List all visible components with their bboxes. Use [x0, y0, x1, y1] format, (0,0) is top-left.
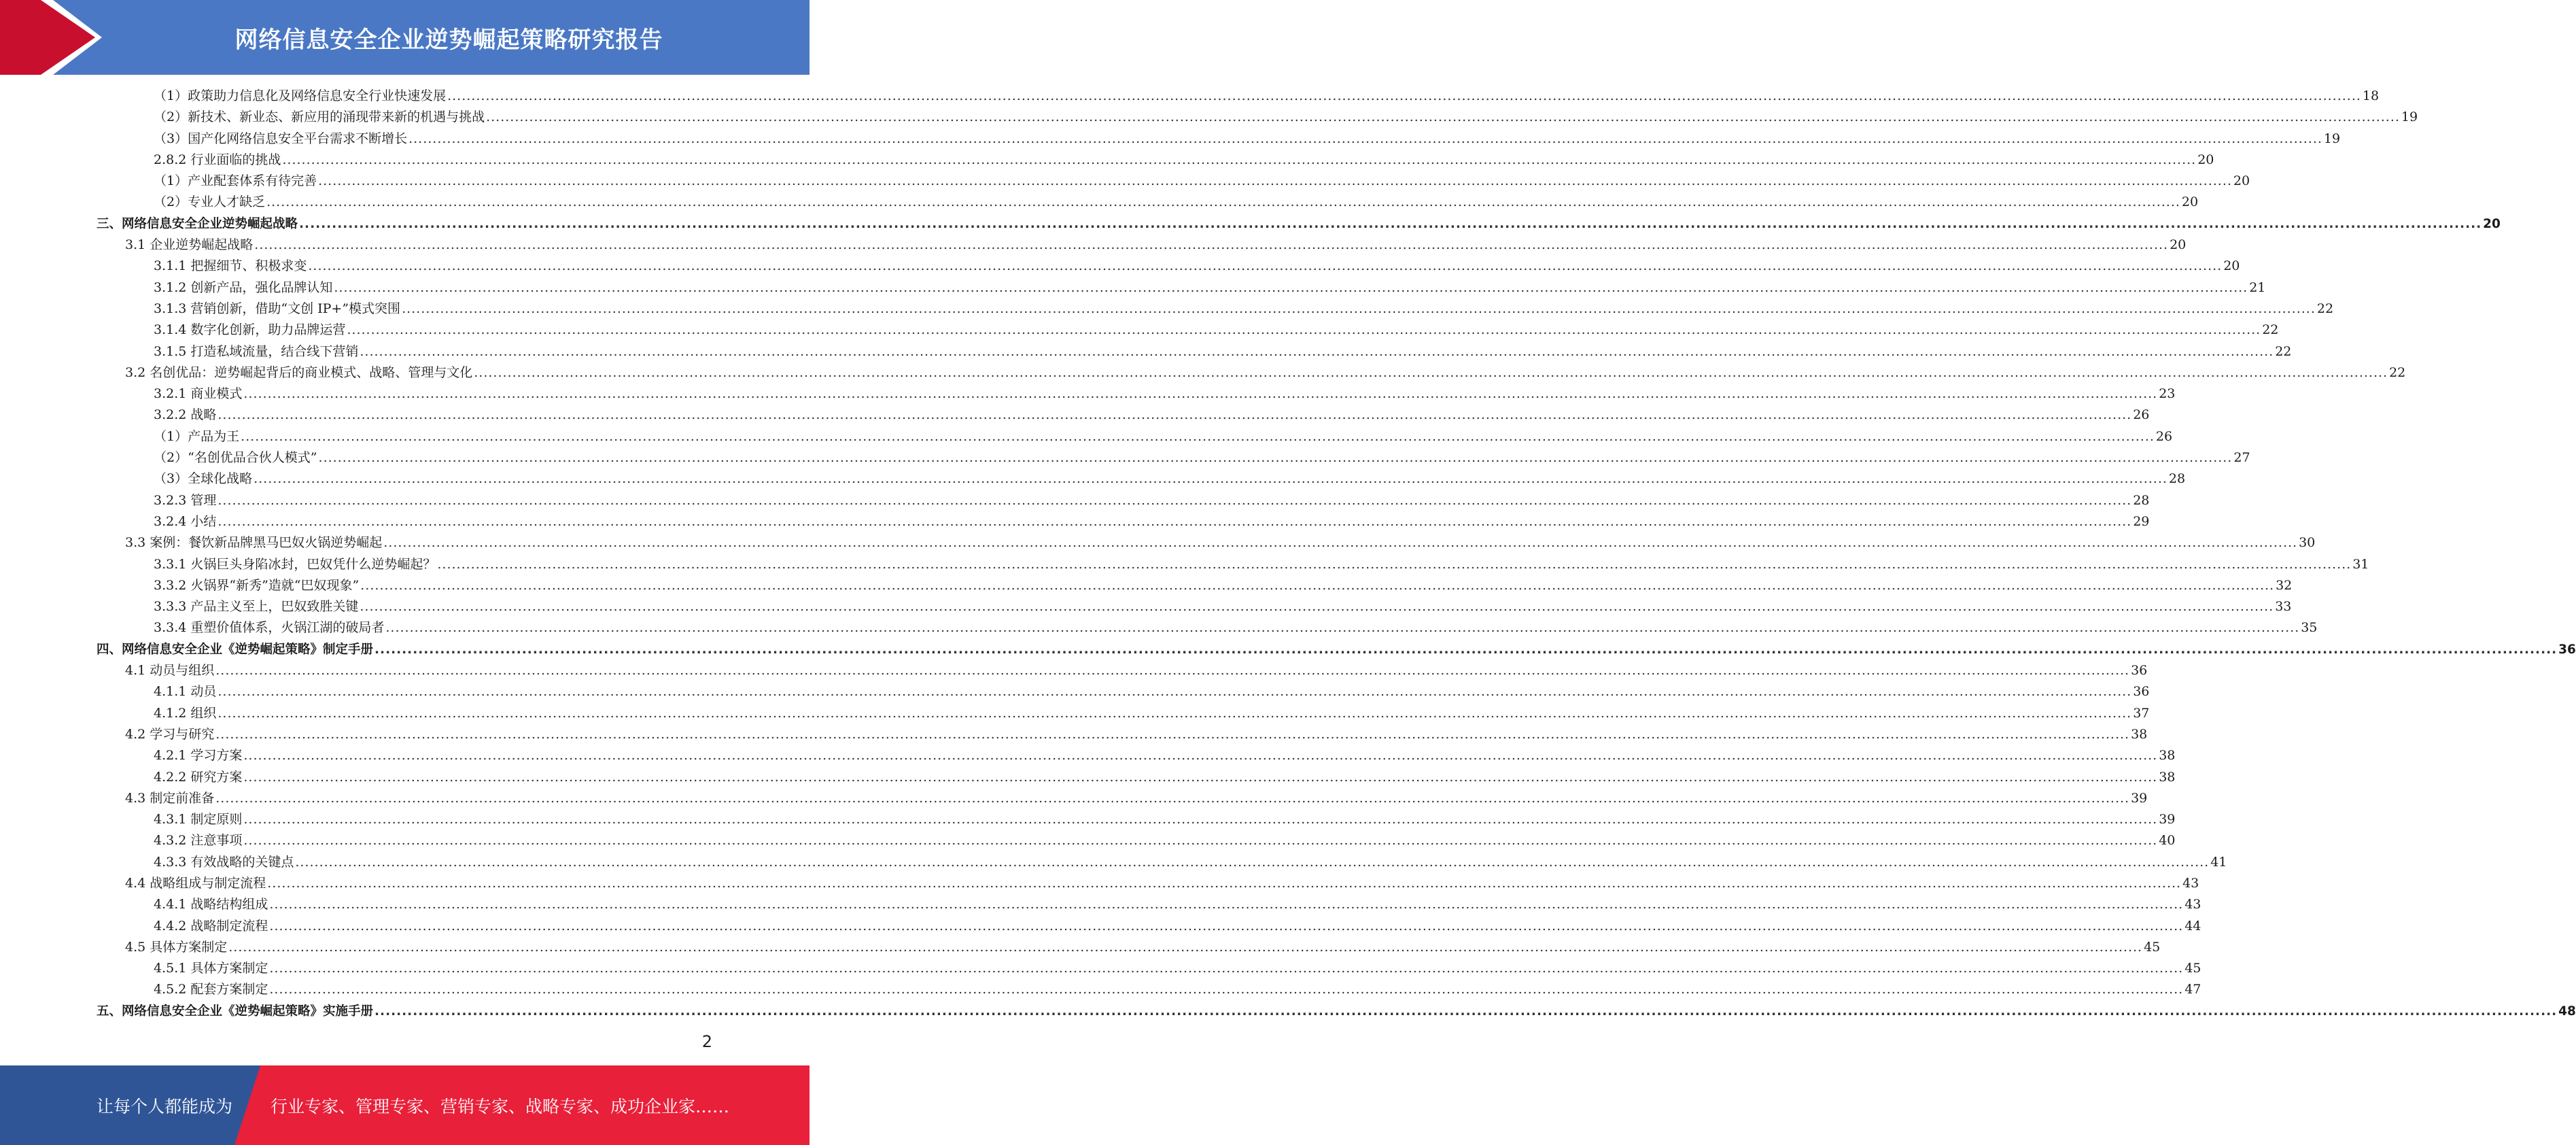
toc-entry[interactable] — [97, 596, 2292, 617]
toc-entry-page: 31 — [2352, 556, 2369, 572]
toc-dot-leader: ................................................................................................................................................................................................................................................................................................................................................................................................................ — [299, 216, 2482, 231]
toc-dot-leader: ................................................................................................................................................................................................................................................................................................................................................................................................................ — [360, 577, 2275, 593]
toc-dot-leader: ................................................................................................................................................................................................................................................................................................................................................................................................................ — [243, 769, 2158, 785]
toc-dot-leader: ................................................................................................................................................................................................................................................................................................................................................................................................................ — [269, 897, 2184, 912]
toc-entry-page: 45 — [2144, 939, 2161, 955]
toc-dot-leader: ................................................................................................................................................................................................................................................................................................................................................................................................................ — [254, 471, 2168, 487]
toc-entry[interactable] — [97, 554, 2369, 575]
toc-entry[interactable] — [97, 171, 2250, 192]
toc-entry[interactable] — [97, 617, 2318, 638]
toc-entry-page: 18 — [2362, 88, 2380, 103]
toc-entry-page: 19 — [2401, 109, 2418, 125]
toc-dot-leader: ................................................................................................................................................................................................................................................................................................................................................................................................................ — [269, 961, 2184, 976]
toc-entry-page: 28 — [2133, 492, 2150, 508]
toc-entry-page: 22 — [2316, 301, 2334, 316]
toc-entry-page: 35 — [2301, 620, 2318, 636]
toc-entry-title: 4.3.1 制定原则 — [154, 812, 243, 827]
toc-entry[interactable] — [97, 745, 2176, 766]
toc-entry[interactable] — [97, 703, 2150, 724]
toc-entry-title: 4.1.1 动员 — [154, 684, 217, 700]
toc-entry[interactable] — [97, 235, 2187, 256]
toc-entry-title: 4.2.2 研究方案 — [154, 769, 243, 785]
page-header — [0, 0, 810, 75]
toc-dot-leader: ................................................................................................................................................................................................................................................................................................................................................................................................................ — [360, 343, 2274, 359]
toc-entry-title: 4.1 动员与组织 — [125, 663, 215, 679]
toc-entry-page: 23 — [2159, 386, 2176, 402]
toc-entry[interactable] — [97, 192, 2199, 213]
toc-entry-page: 20 — [2223, 258, 2240, 274]
toc-entry-page: 19 — [2323, 131, 2341, 146]
toc-entry[interactable] — [97, 341, 2292, 362]
toc-entry-page: 36 — [2131, 663, 2148, 679]
toc-entry-title: （1）政策助力信息化及网络信息安全行业快速发展 — [154, 88, 447, 103]
toc-entry-page: 26 — [2133, 407, 2150, 423]
toc-entry[interactable] — [97, 107, 2418, 128]
toc-entry-title: 4.3 制定前准备 — [125, 790, 215, 806]
toc-entry-title: 3.1.5 打造私域流量，结合线下营销 — [154, 343, 359, 359]
toc-dot-leader: ................................................................................................................................................................................................................................................................................................................................................................................................................ — [217, 513, 2132, 529]
toc-entry-page: 20 — [2483, 216, 2501, 231]
footer-slogan-left: 让每个人都能成为 — [97, 1096, 233, 1116]
toc-entry-page: 22 — [2389, 364, 2406, 380]
toc-entry-title: （3）国产化网络信息安全平台需求不断增长 — [154, 131, 408, 146]
toc-entry-title: 3.1.1 把握细节、积极求变 — [154, 258, 307, 274]
toc-entry[interactable] — [97, 724, 2148, 745]
toc-dot-leader: ................................................................................................................................................................................................................................................................................................................................................................................................................ — [295, 854, 2210, 870]
toc-entry-title: 4.2 学习与研究 — [125, 726, 215, 742]
toc-entry[interactable] — [97, 788, 2148, 809]
toc-dot-leader: ................................................................................................................................................................................................................................................................................................................................................................................................................ — [267, 875, 2182, 891]
toc-dot-leader: ................................................................................................................................................................................................................................................................................................................................................................................................................ — [437, 556, 2352, 572]
toc-entry-title: 3.1.4 数字化创新，助力品牌运营 — [154, 322, 346, 338]
toc-entry-page: 22 — [2275, 343, 2292, 359]
toc-entry[interactable] — [97, 979, 2201, 1000]
toc-dot-leader: ................................................................................................................................................................................................................................................................................................................................................................................................................ — [375, 642, 2558, 657]
toc-entry-title: 4.5 具体方案制定 — [125, 939, 228, 955]
toc-entry-title: （2）专业人才缺乏 — [154, 194, 266, 210]
toc-entry-title: 3.2.2 战略 — [154, 407, 217, 423]
toc-entry[interactable] — [97, 277, 2266, 298]
toc-entry-page: 27 — [2233, 450, 2250, 466]
toc-dot-leader: ................................................................................................................................................................................................................................................................................................................................................................................................................ — [243, 833, 2158, 849]
toc-entry[interactable] — [97, 916, 2201, 937]
toc-entry-title: 3.3.3 产品主义至上，巴奴致胜关键 — [154, 599, 359, 615]
toc-entry[interactable] — [97, 809, 2176, 830]
toc-entry-title: 3.3.1 火锅巨头身陷冰封，巴奴凭什么逆势崛起？ — [154, 556, 436, 572]
toc-entry[interactable] — [97, 213, 2501, 235]
toc-dot-leader: ................................................................................................................................................................................................................................................................................................................................................................................................................ — [217, 407, 2132, 423]
toc-entry-page: 28 — [2168, 471, 2186, 487]
toc-entry[interactable] — [97, 86, 2380, 107]
toc-entry-title: 3.2 名创优品：逆势崛起背后的商业模式、战略、管理与文化 — [125, 364, 473, 380]
toc-entry[interactable] — [97, 852, 2227, 873]
toc-dot-leader: ................................................................................................................................................................................................................................................................................................................................................................................................................ — [318, 450, 2233, 466]
toc-entry[interactable] — [97, 681, 2150, 702]
toc-entry-page: 32 — [2276, 577, 2293, 593]
toc-entry-page: 36 — [2558, 642, 2576, 657]
toc-entry-title: （3）全球化战略 — [154, 471, 253, 487]
toc-entry-title: 4.1.2 组织 — [154, 705, 217, 721]
toc-dot-leader: ................................................................................................................................................................................................................................................................................................................................................................................................................ — [243, 386, 2158, 402]
footer-slogan-right: 行业专家、管理专家、营销专家、战略专家、成功企业家…… — [271, 1096, 730, 1116]
toc-entry[interactable] — [97, 468, 2186, 490]
toc-entry[interactable] — [97, 405, 2150, 426]
toc-entry[interactable] — [97, 660, 2148, 681]
toc-entry-title: 3.1 企业逆势崛起战略 — [125, 237, 254, 253]
toc-entry[interactable] — [97, 873, 2199, 894]
toc-entry[interactable] — [97, 426, 2173, 447]
toc-entry-title: 五、网络信息安全企业《逆势崛起策略》实施手册 — [97, 1004, 374, 1019]
toc-entry-page: 43 — [2182, 875, 2199, 891]
toc-dot-leader: ................................................................................................................................................................................................................................................................................................................................................................................................................ — [269, 918, 2184, 934]
toc-dot-leader: ................................................................................................................................................................................................................................................................................................................................................................................................................ — [269, 982, 2184, 997]
report-title: 网络信息安全企业逆势崛起策略研究报告 — [234, 26, 663, 54]
toc-dot-leader: ................................................................................................................................................................................................................................................................................................................................................................................................................ — [486, 109, 2400, 125]
toc-dot-leader: ................................................................................................................................................................................................................................................................................................................................................................................................................ — [282, 152, 2197, 167]
toc-dot-leader: ................................................................................................................................................................................................................................................................................................................................................................................................................ — [447, 88, 2361, 103]
toc-dot-leader: ................................................................................................................................................................................................................................................................................................................................................................................................................ — [375, 1004, 2558, 1019]
toc-entry-page: 38 — [2131, 726, 2148, 742]
toc-entry-title: 4.2.1 学习方案 — [154, 748, 243, 764]
toc-dot-leader: ................................................................................................................................................................................................................................................................................................................................................................................................................ — [215, 790, 2130, 806]
toc-entry[interactable] — [97, 767, 2176, 788]
toc-dot-leader: ................................................................................................................................................................................................................................................................................................................................................................................................................ — [408, 131, 2322, 146]
toc-entry[interactable] — [97, 1001, 2576, 1022]
page-footer — [0, 1065, 810, 1145]
toc-entry[interactable] — [97, 532, 2316, 553]
toc-entry-page: 38 — [2159, 748, 2176, 764]
toc-entry[interactable] — [97, 639, 2576, 660]
toc-entry-title: （1）产业配套体系有待完善 — [154, 173, 317, 189]
toc-entry-page: 20 — [2233, 173, 2250, 189]
toc-dot-leader: ................................................................................................................................................................................................................................................................................................................................................................................................................ — [215, 663, 2130, 679]
toc-dot-leader: ................................................................................................................................................................................................................................................................................................................................................................................................................ — [228, 939, 2143, 955]
toc-entry-title: （2）“名创优品合伙人模式” — [154, 450, 317, 466]
toc-dot-leader: ................................................................................................................................................................................................................................................................................................................................................................................................................ — [266, 194, 2180, 210]
toc-entry-page: 33 — [2275, 599, 2292, 615]
toc-entry-title: 4.3.3 有效战略的关键点 — [154, 854, 294, 870]
toc-entry[interactable] — [97, 575, 2293, 596]
toc-entry[interactable] — [97, 937, 2161, 958]
toc-entry[interactable] — [97, 447, 2250, 468]
toc-entry-title: 3.2.3 管理 — [154, 492, 217, 508]
toc-entry-page: 20 — [2181, 194, 2199, 210]
toc-entry-page: 39 — [2159, 812, 2176, 827]
toc-dot-leader: ................................................................................................................................................................................................................................................................................................................................................................................................................ — [385, 620, 2300, 636]
toc-entry[interactable] — [97, 490, 2150, 511]
toc-entry[interactable] — [97, 383, 2176, 405]
toc-dot-leader: ................................................................................................................................................................................................................................................................................................................................................................................................................ — [243, 812, 2158, 827]
toc-entry-page: 38 — [2159, 769, 2176, 785]
toc-entry-title: 4.4 战略组成与制定流程 — [125, 875, 266, 891]
toc-dot-leader: ................................................................................................................................................................................................................................................................................................................................................................................................................ — [334, 279, 2248, 295]
toc-entry-title: （1）产品为王 — [154, 428, 240, 444]
toc-entry[interactable] — [97, 150, 2214, 171]
toc-entry-title: 4.4.2 战略制定流程 — [154, 918, 268, 934]
toc-entry-page: 20 — [2170, 237, 2187, 253]
toc-entry-page: 40 — [2159, 833, 2176, 849]
toc-entry-page: 29 — [2133, 513, 2150, 529]
toc-entry-title: 四、网络信息安全企业《逆势崛起策略》制定手册 — [97, 642, 374, 657]
toc-entry-title: 4.4.1 战略结构组成 — [154, 897, 268, 912]
toc-entry-page: 44 — [2185, 918, 2201, 934]
toc-entry-page: 22 — [2262, 322, 2279, 338]
toc-dot-leader: ................................................................................................................................................................................................................................................................................................................................................................................................................ — [360, 599, 2274, 615]
toc-entry-page: 26 — [2155, 428, 2173, 444]
toc-entry-page: 21 — [2249, 279, 2266, 295]
toc-entry[interactable] — [97, 511, 2150, 532]
toc-entry[interactable] — [97, 298, 2334, 320]
toc-entry-page: 48 — [2558, 1004, 2576, 1019]
toc-entry-page: 41 — [2210, 854, 2227, 870]
toc-entry-title: 3.3.2 火锅界“新秀”造就“巴奴现象” — [154, 577, 360, 593]
toc-dot-leader: ................................................................................................................................................................................................................................................................................................................................................................................................................ — [383, 535, 2298, 551]
toc-entry-page: 37 — [2133, 705, 2150, 721]
toc-entry[interactable] — [97, 830, 2176, 851]
toc-entry-page: 45 — [2185, 961, 2201, 976]
toc-entry-page: 43 — [2185, 897, 2201, 912]
toc-entry-title: 3.2.4 小结 — [154, 513, 217, 529]
toc-entry-title: 三、网络信息安全企业逆势崛起战略 — [97, 216, 298, 231]
table-of-contents — [97, 86, 2576, 1022]
toc-dot-leader: ................................................................................................................................................................................................................................................................................................................................................................................................................ — [215, 726, 2130, 742]
toc-entry-title: 4.3.2 注意事项 — [154, 833, 243, 849]
toc-entry-title: 3.1.3 营销创新，借助“文创 IP+”模式突围 — [154, 301, 401, 316]
toc-dot-leader: ................................................................................................................................................................................................................................................................................................................................................................................................................ — [308, 258, 2223, 274]
toc-dot-leader: ................................................................................................................................................................................................................................................................................................................................................................................................................ — [402, 301, 2316, 316]
toc-entry[interactable] — [97, 320, 2279, 341]
toc-dot-leader: ................................................................................................................................................................................................................................................................................................................................................................................................................ — [347, 322, 2261, 338]
toc-entry[interactable] — [97, 362, 2406, 383]
toc-dot-leader: ................................................................................................................................................................................................................................................................................................................................................................................................................ — [241, 428, 2155, 444]
toc-entry-page: 30 — [2299, 535, 2316, 551]
toc-dot-leader: ................................................................................................................................................................................................................................................................................................................................................................................................................ — [254, 237, 2169, 253]
toc-entry-title: 2.8.2 行业面临的挑战 — [154, 152, 281, 167]
toc-entry-page: 39 — [2131, 790, 2148, 806]
toc-entry[interactable] — [97, 256, 2240, 277]
toc-entry-title: 3.3 案例：餐饮新品牌黑马巴奴火锅逆势崛起 — [125, 535, 383, 551]
toc-entry[interactable] — [97, 958, 2201, 979]
toc-entry[interactable] — [97, 129, 2341, 150]
toc-dot-leader: ................................................................................................................................................................................................................................................................................................................................................................................................................ — [474, 364, 2388, 380]
toc-dot-leader: ................................................................................................................................................................................................................................................................................................................................................................................................................ — [243, 748, 2158, 764]
toc-dot-leader: ................................................................................................................................................................................................................................................................................................................................................................................................................ — [217, 684, 2132, 700]
toc-entry[interactable] — [97, 894, 2201, 915]
toc-dot-leader: ................................................................................................................................................................................................................................................................................................................................................................................................................ — [318, 173, 2232, 189]
toc-entry-page: 20 — [2197, 152, 2214, 167]
toc-entry-title: （2）新技术、新业态、新应用的涌现带来新的机遇与挑战 — [154, 109, 485, 125]
page-number: 2 — [701, 1032, 712, 1051]
toc-entry-title: 4.5.1 具体方案制定 — [154, 961, 268, 976]
toc-entry-title: 3.3.4 重塑价值体系，火锅江湖的破局者 — [154, 620, 385, 636]
toc-entry-page: 36 — [2133, 684, 2150, 700]
toc-entry-title: 3.1.2 创新产品，强化品牌认知 — [154, 279, 333, 295]
toc-entry-title: 3.2.1 商业模式 — [154, 386, 243, 402]
toc-dot-leader: ................................................................................................................................................................................................................................................................................................................................................................................................................ — [217, 705, 2132, 721]
toc-dot-leader: ................................................................................................................................................................................................................................................................................................................................................................................................................ — [217, 492, 2132, 508]
toc-entry-page: 47 — [2185, 982, 2201, 997]
toc-entry-title: 4.5.2 配套方案制定 — [154, 982, 268, 997]
